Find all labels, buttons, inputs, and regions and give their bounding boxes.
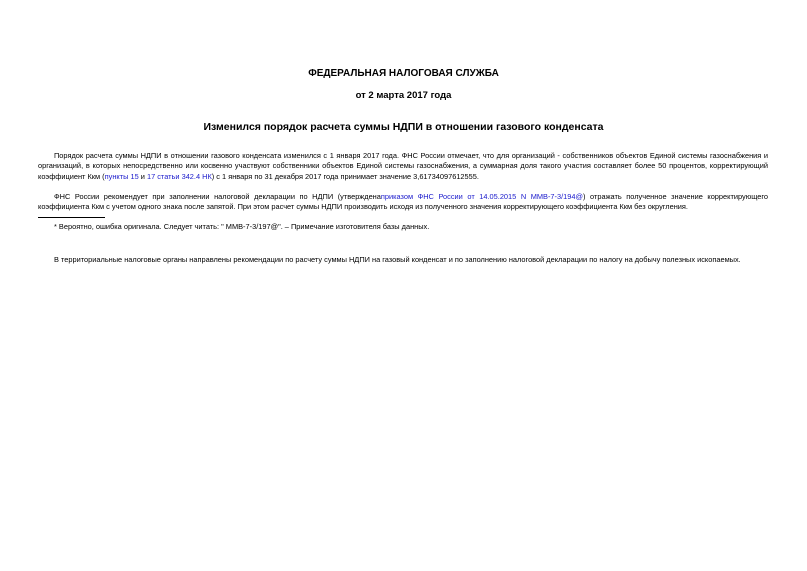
date-heading: от 2 марта 2017 года bbox=[355, 90, 452, 101]
footnote-text: * Вероятно, ошибка оригинала. Следует читать: " ММВ-7-3/197@". – Примечание изготовителя базы данных. bbox=[54, 222, 430, 231]
page-title: Изменился порядок расчета суммы НДПИ в отношении газового конденсата bbox=[203, 121, 604, 133]
paragraph-2 bbox=[38, 192, 768, 213]
link-statya-342-4[interactable]: 17 статьи 342.4 НК bbox=[146, 171, 212, 181]
paragraph-3 bbox=[38, 255, 768, 265]
para1-text-3: ) с 1 января по 31 декабря 2017 года принимает значение 3,61734097612555. bbox=[211, 171, 479, 181]
footnote bbox=[38, 222, 768, 232]
link-punkty-15[interactable]: пункты 15 bbox=[104, 171, 139, 181]
org-heading: ФЕДЕРАЛЬНАЯ НАЛОГОВАЯ СЛУЖБА bbox=[308, 68, 499, 79]
footnote-divider bbox=[38, 217, 105, 218]
para2-text-1: ФНС России рекомендует при заполнении налоговой декларации по НДПИ (утверждена bbox=[54, 192, 381, 201]
link-prikaz-fns[interactable]: приказом ФНС России от 14.05.2015 N ММВ-7-3/194@ bbox=[380, 192, 583, 201]
para1-text-1: Порядок расчета суммы НДПИ в отношении газового конденсата изменился с 1 января 2017 года. ФНС России отмечает, что для организаций - собственников объектов Единой системы газоснабжения и организаций, в которых непосредственно или косвенно участвуют собственники объектов Единой системы газоснабжения, а суммарная доля такого участия составляет более 50 процентов, корректирующий коэффициент Ккм ( bbox=[38, 151, 768, 181]
para3-text: В территориальные налоговые органы направлены рекомендации по расчету суммы НДПИ на газовый конденсат и по заполнению налоговой декларации по налогу на добычу полезных ископаемых. bbox=[54, 255, 741, 264]
para2-text-2: ) отражать полученное значение корректирующего коэффициента Ккм с учетом одного знака после запятой. При этом расчет суммы НДПИ производить исходя из полученного значения корректирующего коэффициента Ккм без округления. bbox=[38, 192, 768, 212]
paragraph-1 bbox=[38, 151, 768, 182]
para1-text-2: и bbox=[138, 171, 147, 181]
